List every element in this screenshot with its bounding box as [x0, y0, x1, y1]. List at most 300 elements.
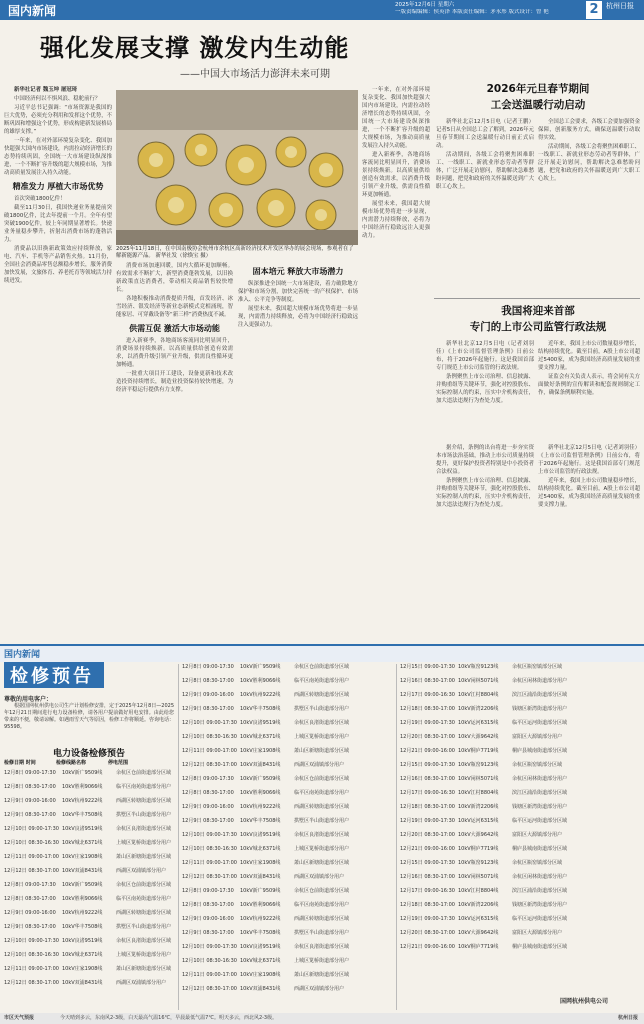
- schedule-area: 西湖区转塘街道部分区域: [294, 916, 350, 922]
- schedule-line: 10kV新湾2206线: [458, 804, 499, 810]
- schedule-row: [400, 818, 640, 832]
- schedule-time: 12月18日 08:30-17:00: [400, 706, 455, 712]
- lower-section-header: [0, 646, 644, 662]
- schedule-time: 12月16日 08:30-17:00: [400, 678, 455, 684]
- schedule-line: 10kV新广9509线: [62, 770, 103, 776]
- schedule-line: 10kV胜利9066线: [62, 784, 103, 790]
- lead-column-3: [238, 262, 358, 638]
- schedule-line: 10kV城北6371线: [240, 734, 281, 740]
- subheading: 供需互促 激活大市场动能: [129, 324, 220, 333]
- schedule-time: 12月8日 09:00-17:30: [182, 888, 234, 894]
- schedule-area: 钱塘区新湾街道部分用户: [512, 804, 568, 810]
- page-footer: [0, 1013, 644, 1024]
- paragraph: 首次突破1800亿件！: [14, 196, 66, 202]
- maintenance-notice: [4, 696, 174, 731]
- schedule-time: 12月10日 08:30-16:30: [182, 846, 237, 852]
- schedule-line: 10kV双浦8431线: [240, 762, 281, 768]
- schedule-time: 12月10日 08:30-16:30: [182, 734, 237, 740]
- schedule-area: 上城区笕桥街道部分用户: [294, 958, 350, 964]
- schedule-area: 余杭区仓前街道部分区域: [294, 664, 350, 670]
- schedule-line: 10kV杭州9222线: [62, 910, 103, 916]
- col-label-area: 检修线路名称: [56, 760, 87, 766]
- schedule-line: 10kV双浦8431线: [240, 986, 281, 992]
- schedule-line: 10kV江村8804线: [458, 888, 499, 894]
- schedule-time: 12月9日 09:00-16:00: [4, 910, 56, 916]
- schedule-area: 余杭区闲林街道部分用户: [512, 678, 568, 684]
- schedule-line: 10kV良渚9519线: [240, 944, 281, 950]
- schedule-area: 余杭区瓶窑镇部分区域: [512, 860, 563, 866]
- schedule-time: 12月9日 08:30-17:00: [182, 930, 234, 936]
- section-title: 国内新闻: [8, 4, 57, 18]
- schedule-row: [182, 930, 392, 944]
- schedule-row: [182, 720, 392, 734]
- schedule-line: 10kV江村8804线: [458, 790, 499, 796]
- schedule-row: [400, 930, 640, 944]
- schedule-time: 12月12日 08:30-17:00: [182, 986, 237, 992]
- schedule-row: [4, 784, 174, 798]
- schedule-row: [182, 902, 392, 916]
- schedule-area: 萧山区新塘街道部分区域: [116, 854, 172, 860]
- schedule-area: 富阳区大源镇部分用户: [512, 832, 563, 838]
- schedule-line: 10kV新湾2206线: [458, 706, 499, 712]
- notice-text: 根据国网杭州供电公司生产计划检修安排，定于2025年12月8日—2025年12月21日期间进行电力设备检修，请各用户提前做好用电安排。由此给您带来的不便，敬请谅解。如遇雨雪天气等原因，检修工作将顺延。咨询电话：95598。: [4, 703, 175, 730]
- schedule-line: 10kV庄家1908线: [240, 860, 281, 866]
- schedule-time: 12月20日 08:30-17:00: [400, 930, 455, 936]
- schedule-line: 10kV杭州9222线: [62, 798, 103, 804]
- schedule-row: [400, 790, 640, 804]
- paragraph: 习近平总书记强调：“市场资源是我国的巨大优势，必须充分利用和发挥这个优势，不断巩固和增强这个优势，形成构建新发展格局的雄厚支撑。”: [4, 105, 112, 135]
- schedule-line: 10kV庄家1908线: [240, 972, 281, 978]
- schedule-area: 上城区笕桥街道部分用户: [294, 846, 350, 852]
- schedule-row: [182, 776, 392, 790]
- schedule-line: 10kV闲林5071线: [458, 776, 499, 782]
- schedule-line: 10kV桐庐7719线: [458, 944, 499, 950]
- schedule-time: 12月8日 09:00-17:30: [4, 882, 56, 888]
- schedule-line: 10kV胜利9066线: [240, 790, 281, 796]
- schedule-row: [4, 910, 174, 924]
- schedule-line: 10kV良渚9519线: [62, 938, 103, 944]
- schedule-area: 钱塘区新湾街道部分用户: [512, 902, 568, 908]
- masthead-logo: 杭州日报: [606, 2, 634, 10]
- schedule-line: 10kV华丰7508线: [62, 924, 103, 930]
- schedule-row: [182, 972, 392, 986]
- schedule-row: [4, 798, 174, 812]
- schedule-time: 12月9日 08:30-17:00: [4, 924, 56, 930]
- notice-signature: 国网杭州供电公司: [560, 998, 609, 1005]
- paragraph: 进入新赛季，各地商场客流同比明显回升，消费场景持续焕新。以高质量供给创造有效需求，以消费升级引领产业升级，供需良性循环更加畅通。: [362, 152, 430, 198]
- schedule-time: 12月18日 08:30-17:00: [400, 902, 455, 908]
- schedule-time: 12月11日 09:00-17:00: [182, 972, 237, 978]
- schedule-time: 12月19日 09:00-17:30: [400, 916, 455, 922]
- schedule-row: [4, 924, 174, 938]
- schedule-time: 12月15日 09:00-17:30: [400, 860, 455, 866]
- lower-section-title: 国内新闻: [4, 650, 41, 660]
- schedule-time: 12月21日 09:00-16:00: [400, 846, 455, 852]
- schedule-row: [182, 804, 392, 818]
- schedule-line: 10kV良渚9519线: [240, 832, 281, 838]
- schedule-area: 萧山区新塘街道部分区域: [294, 972, 350, 978]
- schedule-area: 临平区南苑街道部分用户: [294, 790, 350, 796]
- schedule-line: 10kV新广9509线: [240, 664, 281, 670]
- schedule-time: 12月8日 08:30-17:00: [182, 678, 234, 684]
- schedule-time: 12月9日 08:30-17:00: [182, 818, 234, 824]
- schedule-time: 12月15日 09:00-17:30: [400, 664, 455, 670]
- schedule-time: 12月17日 09:00-16:30: [400, 692, 455, 698]
- schedule-row: [400, 804, 640, 818]
- schedule-line: 10kV华丰7508线: [240, 706, 281, 712]
- schedule-area: 余杭区闲林街道部分用户: [512, 874, 568, 880]
- schedule-time: 12月8日 08:30-17:00: [182, 902, 234, 908]
- schedule-area: 西湖区双浦镇部分用户: [294, 986, 345, 992]
- paragraph: 各地积极推动消费提质升级，首发经济、冰雪经济、银发经济等新业态新模式竞相涌现，智能家居、可穿戴设备等“新三样”消费热度不减。: [116, 296, 233, 318]
- schedule-area: 富阳区大源镇部分用户: [512, 930, 563, 936]
- schedule-time: 12月12日 08:30-17:00: [4, 868, 59, 874]
- schedule-row: [182, 986, 392, 1000]
- editor-credits: 一版责编编辑：侯英泽 本版责任编辑：茅永彤 版式设计：曾 艳: [395, 9, 549, 15]
- paragraph: 活动期间，各级工会将聚焦困难职工、一线职工、新就业形态劳动者等群体，广泛开展走访慰问，帮助解决急难愁盼问题，把党和政府的关怀温暖送到广大职工心坎上。: [538, 144, 640, 182]
- schedule-row: [182, 916, 392, 930]
- schedule-row: [400, 706, 640, 720]
- news-photo: [116, 90, 358, 245]
- notice-title: 尊敬的用电客户：: [4, 696, 53, 703]
- article-title-line2: 工会送温暖行动启动: [490, 99, 586, 111]
- schedule-row: [400, 734, 640, 748]
- paragraph: 新华社北京12月5日电（记者刘羽佳）《上市公司监督管理条例》日前公布，将于2026年起施行。这是我国首部专门规范上市公司监管的行政法规。: [538, 445, 640, 475]
- schedule-line: 10kV华丰7508线: [240, 818, 281, 824]
- schedule-line: 10kV良渚9519线: [240, 720, 281, 726]
- issue-date: 2025年12月6日 星期六: [395, 2, 455, 8]
- schedule-time: 12月10日 09:00-17:30: [182, 944, 237, 950]
- schedule-time: 12月9日 08:30-17:00: [182, 706, 234, 712]
- schedule-time: 12月8日 09:00-17:30: [182, 664, 234, 670]
- schedule-area: 余杭区瓶窑镇部分区域: [512, 664, 563, 670]
- schedule-row: [400, 692, 640, 706]
- schedule-row: [182, 874, 392, 888]
- schedule-line: 10kV瓶窑9123线: [458, 762, 499, 768]
- schedule-time: 12月17日 09:00-16:30: [400, 790, 455, 796]
- paragraph: 进入新赛季，各地商场客流同比明显回升，消费场景持续焕新。以高质量供给创造有效需求，以消费升级引领产业升级，供需良性循环更加畅通。: [116, 338, 233, 368]
- schedule-area: 余杭区闲林街道部分用户: [512, 776, 568, 782]
- schedule-time: 12月12日 08:30-17:00: [182, 762, 237, 768]
- lead-column-1: [4, 86, 112, 638]
- schedule-time: 12月10日 08:30-16:30: [4, 840, 59, 846]
- schedule-area: 临平区南苑街道部分用户: [116, 896, 172, 902]
- schedule-row: [182, 790, 392, 804]
- paragraph: 据介绍，条例的出台将进一步夯实资本市场法治基础，推动上市公司质量持续提升，更好保护投资者特别是中小投资者合法权益。: [436, 445, 534, 475]
- paragraph: 纵深推进全国统一大市场建设，着力破除地方保护和市场分割，加快完善统一的产权保护、市场准入、公平竞争等制度。: [238, 281, 358, 303]
- paragraph: 条例聚焦上市公司治理、信息披露、并购重组等关键环节，强化对控股股东、实际控制人的约束，压实中介机构责任，加大违法违规行为查处力度。: [436, 478, 534, 508]
- schedule-line: 10kV双浦8431线: [62, 868, 103, 874]
- schedule-row: [182, 888, 392, 902]
- schedule-time: 12月10日 08:30-16:30: [4, 952, 59, 958]
- schedule-time: 12月19日 09:00-17:30: [400, 818, 455, 824]
- schedule-line: 10kV杭州9222线: [240, 916, 281, 922]
- paragraph: 新华社北京12月5日电（记者王鹏）记者5日从全国总工会了解到，2026年元旦春节期间工会送温暖行动日前正式启动。: [436, 119, 534, 149]
- footer-brand: 杭州日报: [617, 1015, 638, 1021]
- schedule-line: 10kV运河6315线: [458, 818, 499, 824]
- lead-subhead: ——中国大市场活力澎湃未来可期: [180, 69, 330, 80]
- schedule-area: 临平区南苑街道部分用户: [294, 902, 350, 908]
- schedule-line: 10kV双浦8431线: [240, 874, 281, 880]
- schedule-area: 拱墅区半山街道部分用户: [294, 818, 350, 824]
- schedule-time: 12月11日 09:00-17:00: [182, 748, 237, 754]
- schedule-time: 12月20日 08:30-17:00: [400, 734, 455, 740]
- schedule-row: [400, 720, 640, 734]
- schedule-row: [400, 776, 640, 790]
- schedule-line: 10kV运河6315线: [458, 720, 499, 726]
- schedule-row: [4, 938, 174, 952]
- schedule-area: 余杭区仓前街道部分区域: [116, 770, 172, 776]
- schedule-time: 12月11日 09:00-17:00: [4, 854, 59, 860]
- schedule-row: [182, 664, 392, 678]
- schedule-area: 上城区笕桥街道部分用户: [116, 840, 172, 846]
- schedule-time: 12月19日 09:00-17:30: [400, 720, 455, 726]
- schedule-area: 西湖区转塘街道部分区域: [294, 804, 350, 810]
- factory-photo-illustration: [116, 90, 358, 245]
- column-separator: [178, 664, 179, 1010]
- schedule-line: 10kV新广9509线: [240, 888, 281, 894]
- lead-column-4: [362, 86, 430, 638]
- schedule-row: [182, 678, 392, 692]
- schedule-line: 10kV瓶窑9123线: [458, 860, 499, 866]
- schedule-time: 12月10日 08:30-16:30: [182, 958, 237, 964]
- schedule-time: 12月15日 09:00-17:30: [400, 762, 455, 768]
- schedule-row: [400, 748, 640, 762]
- schedule-area: 临平区运河街道部分区域: [512, 818, 568, 824]
- schedule-line: 10kV庄家1908线: [62, 854, 103, 860]
- paragraph: 一批重大项目开工建设，设备更新和技术改造投资持续增长，制造业投资保持较快增速，为经济平稳运行提供有力支撑。: [116, 371, 233, 393]
- schedule-row: [400, 832, 640, 846]
- article-title-line1: 我国将迎来首部: [501, 305, 575, 317]
- schedule-time: 12月8日 08:30-17:00: [182, 790, 234, 796]
- schedule-row: [400, 762, 640, 776]
- schedule-area: 西湖区双浦镇部分用户: [294, 762, 345, 768]
- schedule-row: [400, 888, 640, 902]
- schedule-time: 12月9日 08:30-17:00: [4, 812, 56, 818]
- schedule-time: 12月10日 09:00-17:30: [4, 826, 59, 832]
- schedule-line: 10kV闲林5071线: [458, 874, 499, 880]
- schedule-line: 10kV大源9642线: [458, 832, 499, 838]
- schedule-row: [182, 734, 392, 748]
- paragraph: 展望未来，我国超大规模市场优势将进一步显现，内需潜力持续释放，必将为中国经济行稳致远注入更强动力。: [238, 306, 358, 328]
- schedule-row: [4, 952, 174, 966]
- schedule-row: [4, 854, 174, 868]
- schedule-area: 桐庐县城南街道部分区域: [512, 944, 568, 950]
- schedule-line: 10kV庄家1908线: [240, 748, 281, 754]
- schedule-area: 西湖区双浦镇部分用户: [116, 980, 167, 986]
- paragraph: 一年来，在对外部环境复杂变化、我国加快超强大国内市场建设，内需拉动经济增长的态势持续巩固，全国统一大市场建设纵深推进，一个不断扩容升级的超大规模市场，为推动高质量发展注入持久动能。: [4, 138, 112, 176]
- paragraph: 展望未来，我国超大规模市场优势将进一步显现，内需潜力持续释放，必将为中国经济行稳致远注入更强动力。: [362, 201, 430, 239]
- schedule-line: 10kV城北6371线: [240, 958, 281, 964]
- schedule-line: 10kV双浦8431线: [62, 980, 103, 986]
- schedule-row: [400, 678, 640, 692]
- byline: 新华社记者 魏玉坤 屠冠琦: [14, 87, 78, 93]
- schedule-area: 余杭区良渚街道部分区域: [294, 944, 350, 950]
- paragraph: 活动期间，各级工会将聚焦困难职工、一线职工、新就业形态劳动者等群体，广泛开展走访慰问，帮助解决急难愁盼问题，把党和政府的关怀温暖送到广大职工心坎上。: [436, 152, 534, 190]
- schedule-area: 拱墅区半山街道部分用户: [294, 706, 350, 712]
- schedule-time: 12月8日 09:00-17:30: [4, 770, 56, 776]
- schedule-area: 上城区笕桥街道部分用户: [294, 734, 350, 740]
- schedule-time: 12月16日 08:30-17:00: [400, 776, 455, 782]
- schedule-area: 拱墅区半山街道部分用户: [116, 924, 172, 930]
- paragraph: 消费品以旧换新政策效应持续释放，家电、汽车、手机等产品销售火热。11月份，全国社会消费品零售总额稳步增长，服务消费加快发展，文旅体育、养老托育等领域活力持续迸发。: [4, 246, 112, 284]
- schedule-line: 10kV良渚9519线: [62, 826, 103, 832]
- schedule-row: [182, 748, 392, 762]
- schedule-list-middle: [182, 664, 392, 1000]
- schedule-list-right: [400, 664, 640, 958]
- schedule-row: [4, 868, 174, 882]
- schedule-row: [4, 896, 174, 910]
- schedule-line: 10kV新湾2206线: [458, 902, 499, 908]
- schedule-line: 10kV华丰7508线: [240, 930, 281, 936]
- schedule-area: 余杭区仓前街道部分区域: [116, 882, 172, 888]
- schedule-area: 西湖区转塘街道部分区域: [116, 910, 172, 916]
- schedule-list-left: [4, 770, 174, 994]
- paragraph: 证监会有关负责人表示，将会同有关方面做好条例的宣传解读和配套规则制定工作，确保条例顺利实施。: [538, 374, 640, 396]
- schedule-line: 10kV新广9509线: [62, 882, 103, 888]
- paragraph: 中国经济何以不惧风浪、稳舵前行？: [14, 96, 101, 102]
- schedule-line: 10kV闲林5071线: [458, 678, 499, 684]
- schedule-row: [4, 812, 174, 826]
- schedule-line: 10kV华丰7508线: [62, 812, 103, 818]
- schedule-row: [4, 966, 174, 980]
- schedule-area: 富阳区大源镇部分用户: [512, 734, 563, 740]
- subheading: 精准发力 厚植大市场优势: [12, 182, 104, 191]
- column-separator: [396, 664, 397, 1010]
- schedule-area: 滨江区浦沿街道部分区域: [512, 888, 568, 894]
- schedule-time: 12月10日 09:00-17:30: [182, 720, 237, 726]
- schedule-area: 萧山区新塘街道部分区域: [294, 860, 350, 866]
- schedule-line: 10kV胜利9066线: [240, 902, 281, 908]
- schedule-row: [182, 944, 392, 958]
- schedule-time: 12月10日 09:00-17:30: [182, 832, 237, 838]
- schedule-line: 10kV城北6371线: [240, 846, 281, 852]
- schedule-line: 10kV大源9642线: [458, 930, 499, 936]
- regulation-article-col2: [538, 340, 640, 440]
- schedule-row: [4, 840, 174, 854]
- schedule-area: 余杭区仓前街道部分区域: [294, 888, 350, 894]
- schedule-area: 临平区南苑街道部分用户: [116, 784, 172, 790]
- schedule-row: [400, 944, 640, 958]
- schedule-area: 拱墅区半山街道部分用户: [116, 812, 172, 818]
- regulation-article-col3: [436, 444, 534, 638]
- paragraph: 一年来，在对外部环境复杂变化、我国加快超强大国内市场建设，内需拉动经济增长的态势持续巩固，全国统一大市场建设纵深推进，一个不断扩容升级的超大规模市场，为推动高质量发展注入持久动能。: [362, 87, 430, 149]
- schedule-line: 10kV新广9509线: [240, 776, 281, 782]
- schedule-row: [182, 846, 392, 860]
- schedule-time: 12月9日 09:00-16:00: [182, 916, 234, 922]
- schedule-time: 12月9日 09:00-16:00: [182, 804, 234, 810]
- schedule-row: [4, 882, 174, 896]
- schedule-line: 10kV江村8804线: [458, 692, 499, 698]
- schedule-time: 12月11日 09:00-17:00: [182, 860, 237, 866]
- schedule-area: 钱塘区新湾街道部分用户: [512, 706, 568, 712]
- schedule-area: 西湖区转塘街道部分区域: [294, 692, 350, 698]
- regulation-article-col4: [538, 444, 640, 638]
- page-number: 2: [586, 1, 602, 19]
- schedule-area: 临平区运河街道部分区域: [512, 720, 568, 726]
- paragraph: 截至11月30日，我国快递业务量提前突破1800亿件，比去年提前一个月。全年有望突破1900亿件，较上年同期显著增长。快递业务量稳步攀升，折射出消费市场的蓬勃活力。: [4, 205, 112, 243]
- photo-caption: 2025年11月18日，在中国南极协会杭州市余杭区高新经济技术开发区举办的展会现场，参观者在了解新能源产品。 新华社发（徐焕宝 摄）: [116, 246, 354, 259]
- schedule-line: 10kV胜利9066线: [62, 896, 103, 902]
- schedule-area: 临平区运河街道部分区域: [512, 916, 568, 922]
- schedule-area: 桐庐县城南街道部分区域: [512, 846, 568, 852]
- schedule-area: 临平区南苑街道部分用户: [294, 678, 350, 684]
- schedule-time: 12月8日 09:00-17:30: [182, 776, 234, 782]
- schedule-area: 余杭区良渚街道部分区域: [294, 832, 350, 838]
- page-header: [0, 0, 644, 20]
- schedule-line: 10kV胜利9066线: [240, 678, 281, 684]
- schedule-time: 12月8日 08:30-17:00: [4, 896, 56, 902]
- schedule-area: 余杭区瓶窑镇部分区域: [512, 762, 563, 768]
- schedule-row: [182, 706, 392, 720]
- schedule-time: 12月11日 09:00-17:00: [4, 966, 59, 972]
- schedule-row: [182, 860, 392, 874]
- schedule-area: 西湖区双浦镇部分用户: [116, 868, 167, 874]
- schedule-area: 余杭区良渚街道部分区域: [116, 826, 172, 832]
- weather-text: 今天晴到多云，东南风2-3级，白天最高气温16℃，早晨最低气温7℃。明天多云，西北风2-3级。: [60, 1015, 278, 1021]
- schedule-row: [400, 664, 640, 678]
- divider: [434, 298, 640, 299]
- schedule-area: 西湖区双浦镇部分用户: [294, 874, 345, 880]
- schedule-row: [400, 846, 640, 860]
- schedule-time: 12月9日 09:00-16:00: [182, 692, 234, 698]
- schedule-area: 萧山区新塘街道部分区域: [294, 748, 350, 754]
- paragraph: 全国总工会要求，各级工会要加强资金保障，创新服务方式，确保送温暖行动取得实效。: [538, 119, 640, 141]
- schedule-time: 12月12日 08:30-17:00: [4, 980, 59, 986]
- schedule-line: 10kV大源9642线: [458, 734, 499, 740]
- maintenance-banner: 检修预告: [10, 666, 94, 687]
- schedule-time: 12月21日 09:00-16:00: [400, 748, 455, 754]
- schedule-row: [182, 692, 392, 706]
- article-title-line2: 专门的上市公司监管行政法规: [469, 321, 607, 333]
- schedule-time: 12月16日 08:30-17:00: [400, 874, 455, 880]
- col-label-range: 停电范围: [108, 760, 129, 766]
- schedule-line: 10kV庄家1908线: [62, 966, 103, 972]
- schedule-area: 萧山区新塘街道部分区域: [116, 966, 172, 972]
- schedule-area: 上城区笕桥街道部分用户: [116, 952, 172, 958]
- col-label-time: 检修日期 时间: [4, 760, 36, 766]
- schedule-row: [182, 818, 392, 832]
- schedule-row: [400, 860, 640, 874]
- schedule-area: 桐庐县城南街道部分区域: [512, 748, 568, 754]
- paragraph: 近年来，我国上市公司数量稳步增长，结构持续优化。截至目前，A股上市公司超过5400家，成为我国经济高质量发展的重要支撑力量。: [538, 478, 640, 508]
- schedule-line: 10kV城北6371线: [62, 952, 103, 958]
- lead-headline: 强化发展支撑 激发内生动能: [40, 33, 350, 62]
- schedule-row: [182, 762, 392, 776]
- schedule-row: [400, 902, 640, 916]
- schedule-line: 10kV瓶窑9123线: [458, 664, 499, 670]
- regulation-article-col1: [436, 340, 534, 440]
- schedule-row: [400, 916, 640, 930]
- article-title-line1: 2026年元旦春节期间: [486, 83, 590, 95]
- schedule-area: 西湖区转塘街道部分区域: [116, 798, 172, 804]
- schedule-area: 余杭区仓前街道部分区域: [294, 776, 350, 782]
- schedule-line: 10kV杭州9222线: [240, 692, 281, 698]
- schedule-time: 12月12日 08:30-17:00: [182, 874, 237, 880]
- lead-column-2: [116, 262, 233, 638]
- paragraph: 条例聚焦上市公司治理、信息披露、并购重组等关键环节，强化对控股股东、实际控制人的约束，压实中介机构责任，加大违法违规行为查处力度。: [436, 374, 534, 404]
- schedule-line: 10kV运河6315线: [458, 916, 499, 922]
- schedule-area: 余杭区良渚街道部分区域: [294, 720, 350, 726]
- schedule-area: 余杭区良渚街道部分区域: [116, 938, 172, 944]
- paragraph: 近年来，我国上市公司数量稳步增长，结构持续优化。截至目前，A股上市公司超过5400家，成为我国经济高质量发展的重要支撑力量。: [538, 341, 640, 371]
- schedule-area: 滨江区浦沿街道部分区域: [512, 692, 568, 698]
- schedule-time: 12月9日 09:00-16:00: [4, 798, 56, 804]
- schedule-row: [4, 826, 174, 840]
- schedule-row: [4, 980, 174, 994]
- union-article-col1: [436, 118, 534, 294]
- schedule-time: 12月10日 09:00-17:30: [4, 938, 59, 944]
